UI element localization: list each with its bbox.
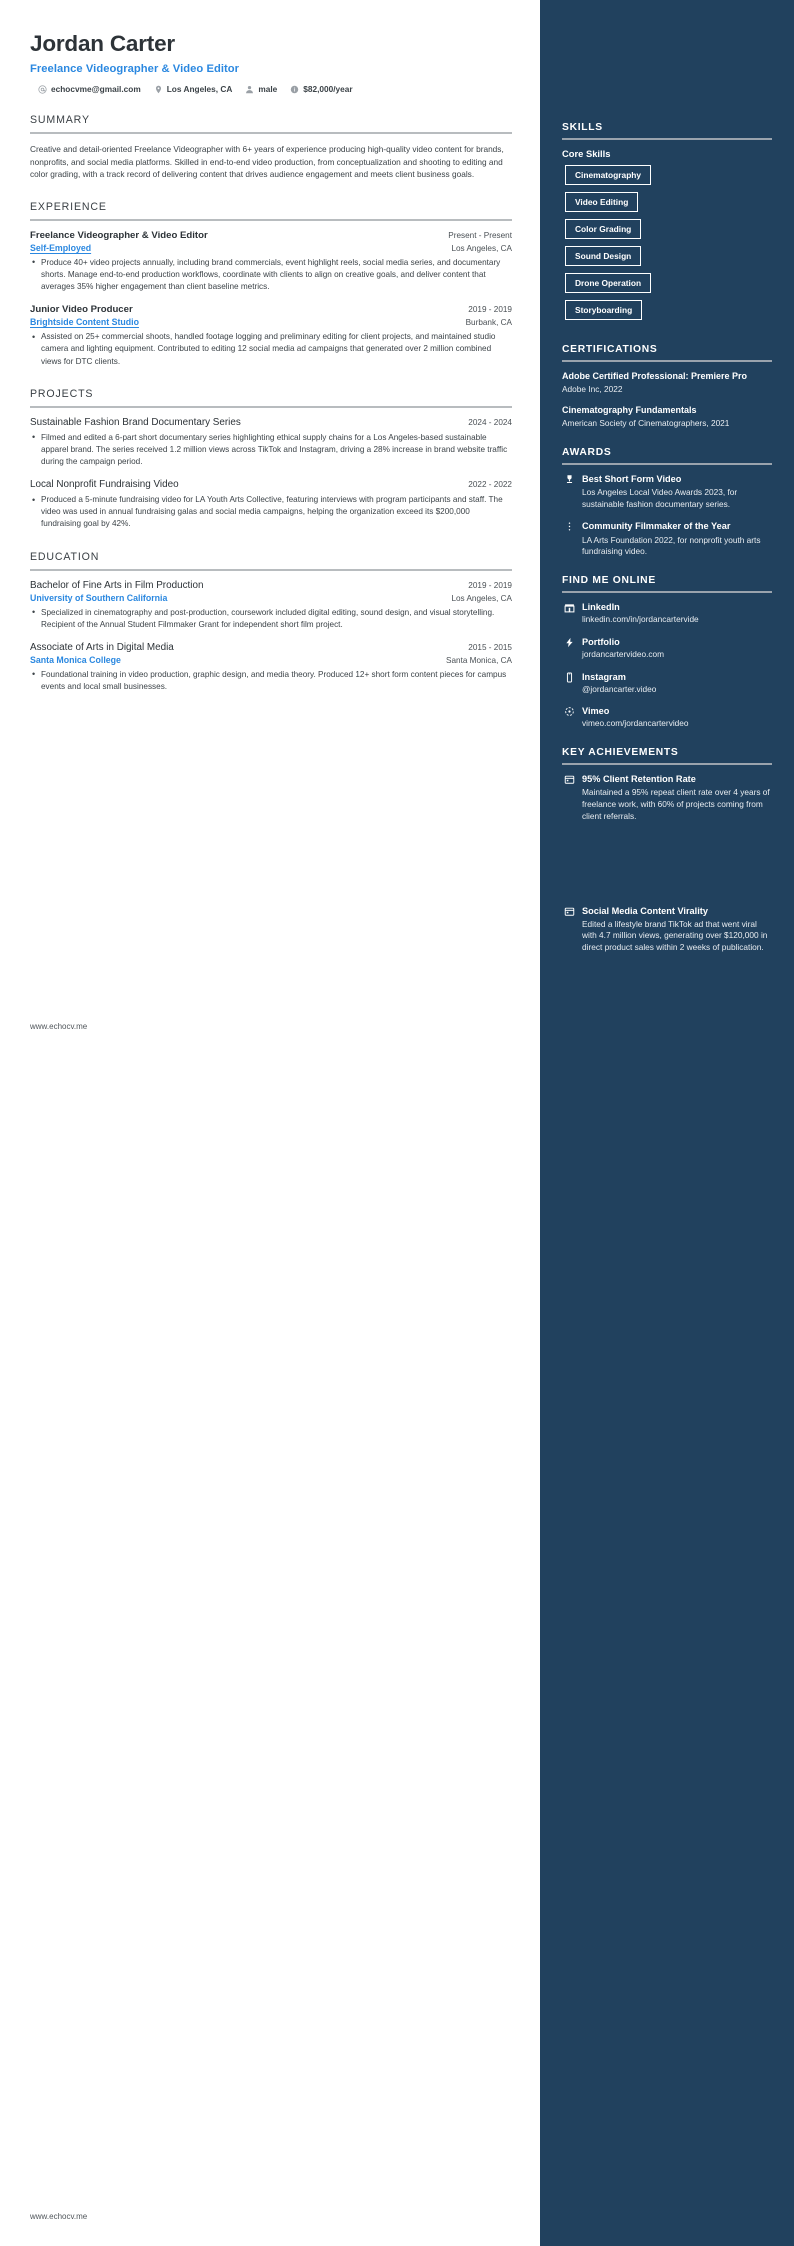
award-name: Best Short Form Video	[582, 473, 682, 484]
divider	[30, 569, 512, 571]
online-name: LinkedIn	[582, 602, 620, 613]
achievement-description: Maintained a 95% repeat client rate over 4 years of freelance work, with 60% of projects coming from client referrals.	[582, 787, 770, 821]
experience-entry	[30, 230, 512, 293]
entry-role: Junior Video Producer	[30, 304, 133, 316]
divider	[562, 763, 772, 765]
certification-name: Adobe Certified Professional: Premiere Pro	[562, 371, 748, 381]
calendar-icon	[562, 905, 577, 954]
list-item: • Produced a 5-minute fundraising video for LA Youth Arts Collective, featuring interviews with program participants and staff. The video was used in annual fundraising galas and social media campaigns, helping the organization exceed its $200,000 fundraising goal by 42%.	[30, 494, 512, 530]
contact-salary-text: $82,000/year	[303, 84, 353, 94]
person-icon	[245, 85, 254, 94]
skill-chip[interactable]: Video Editing	[565, 192, 638, 212]
education-date: 2019 - 2019	[468, 580, 512, 590]
list-item: • Foundational training in video production, graphic design, and media theory. Produced 12+ short form content pieces for campus events and local small businesses.	[30, 669, 512, 693]
project-title: Local Nonprofit Fundraising Video	[30, 479, 179, 491]
achievements-heading: KEY ACHIEVEMENTS	[562, 747, 679, 759]
entry-bullets	[30, 257, 512, 293]
contact-gender-text: male	[258, 84, 278, 94]
sidebar-section-certifications	[562, 344, 772, 430]
footer-url-bottom[interactable]: www.echocv.me	[30, 2212, 88, 2221]
section-experience	[30, 201, 512, 368]
online-link[interactable]: vimeo.com/jordancartervideo	[582, 718, 689, 729]
online-name: Instagram	[582, 671, 626, 682]
divider	[30, 406, 512, 408]
contact-gender	[245, 84, 277, 94]
education-location: Los Angeles, CA	[451, 593, 512, 603]
education-bullets	[30, 607, 512, 631]
salary-icon	[290, 85, 299, 94]
list-item: • Produce 40+ video projects annually, including brand commercials, event highlight reels, social media series, and documentary shorts. Manage end-to-end production workflows, coordinate with clients to align on creative goals, and deliver content that averages 35% higher engagement than client baseline metrics.	[30, 257, 512, 293]
award-name: Community Filmmaker of the Year	[582, 521, 731, 532]
summary-text: Creative and detail-oriented Freelance Videographer with 6+ years of experience producing high-quality video content for brands, nonprofits, and social media platforms. Skilled in end-to-end video production, from conceptualization and shooting to editing and color grading, with a track record of delivering content that drives audience engagement and meets client business goals.	[30, 144, 504, 180]
award-item	[562, 473, 772, 511]
skill-chip[interactable]: Drone Operation	[565, 273, 651, 293]
skill-chip[interactable]: Sound Design	[565, 246, 641, 266]
vimeo-icon	[562, 705, 577, 730]
contact-location	[154, 84, 233, 94]
online-link[interactable]: jordancartervideo.com	[582, 648, 665, 659]
achievement-item	[562, 905, 772, 954]
achievement-description: Edited a lifestyle brand TikTok ad that went viral with 4.7 million views, generating over $120,000 in direct product sales within 2 weeks of publication.	[582, 918, 768, 953]
divider	[30, 219, 512, 221]
location-icon	[154, 85, 163, 94]
entry-date: 2019 - 2019	[468, 305, 512, 315]
list-item: • Assisted on 25+ commercial shoots, handled footage logging and preliminary editing for client projects, and maintained studio camera and lighting equipment. Contributed to editing 12 social media ad campaigns that generated over 2 million combined views for DTC clients.	[30, 331, 512, 367]
list-item: • Specialized in cinematography and post-production, coursework included digital editing, sound design, and visual storytelling. Recipient of the Annual Student Filmmaker Grant for independent short film project.	[30, 607, 512, 631]
certification-meta: American Society of Cinematographers, 2021	[562, 418, 730, 429]
project-date: 2024 - 2024	[468, 417, 512, 427]
online-item-portfolio[interactable]	[562, 636, 772, 661]
entry-organization[interactable]: Self-Employed	[30, 242, 92, 253]
sidebar-section-awards	[562, 447, 772, 558]
project-entry	[30, 417, 512, 468]
trophy-icon	[562, 473, 577, 511]
education-degree: Associate of Arts in Digital Media	[30, 641, 174, 653]
email-icon	[38, 85, 47, 94]
education-date: 2015 - 2015	[468, 642, 512, 652]
online-name: Portfolio	[582, 636, 620, 647]
core-skills-label: Core Skills	[562, 148, 611, 159]
project-title: Sustainable Fashion Brand Documentary Series	[30, 416, 241, 428]
education-degree: Bachelor of Fine Arts in Film Production	[30, 579, 204, 591]
calendar-icon	[562, 773, 577, 822]
contact-location-text: Los Angeles, CA	[166, 84, 233, 94]
achievement-name: 95% Client Retention Rate	[582, 774, 696, 785]
skill-chip[interactable]: Storyboarding	[565, 300, 642, 320]
online-item-vimeo[interactable]	[562, 705, 772, 730]
achievement-item	[562, 773, 772, 822]
linkedin-icon	[562, 601, 577, 626]
entry-date: Present - Present	[448, 230, 512, 240]
certification-item	[562, 370, 772, 395]
portfolio-icon	[562, 636, 577, 661]
sidebar	[540, 0, 794, 2246]
headline: Freelance Videographer & Video Editor	[30, 63, 240, 75]
sidebar-section-online	[562, 575, 772, 730]
education-school[interactable]: University of Southern California	[30, 592, 168, 603]
education-bullets	[30, 669, 512, 693]
online-name: Vimeo	[582, 706, 610, 717]
section-summary	[30, 114, 512, 181]
contact-email-text: echocvme@gmail.com	[51, 84, 141, 94]
divider	[562, 463, 772, 465]
award-description: Los Angeles Local Video Awards 2023, for sustainable fashion documentary series.	[582, 486, 738, 509]
instagram-icon	[562, 671, 577, 696]
project-bullets	[30, 432, 512, 468]
footer-url-top[interactable]: www.echocv.me	[30, 1022, 88, 1031]
online-link[interactable]: @jordancarter.video	[582, 683, 657, 694]
online-item-linkedin[interactable]	[562, 601, 772, 626]
online-heading: FIND ME ONLINE	[562, 575, 656, 587]
project-entry	[30, 479, 512, 530]
entry-role: Freelance Videographer & Video Editor	[30, 229, 208, 241]
divider	[562, 138, 772, 140]
education-school[interactable]: Santa Monica College	[30, 654, 121, 665]
achievement-name: Social Media Content Virality	[582, 905, 708, 916]
achievement-spacer	[562, 833, 772, 905]
awards-heading: AWARDS	[562, 446, 612, 458]
sidebar-section-skills	[562, 122, 772, 327]
summary-heading: SUMMARY	[30, 114, 90, 126]
sidebar-section-achievements	[562, 747, 772, 954]
skill-chip[interactable]: Color Grading	[565, 219, 641, 239]
experience-heading: EXPERIENCE	[30, 200, 107, 213]
experience-entry	[30, 304, 512, 367]
contact-salary	[290, 84, 352, 94]
contact-email	[38, 84, 141, 94]
certifications-heading: CERTIFICATIONS	[562, 344, 658, 355]
project-date: 2022 - 2022	[468, 480, 512, 490]
certification-item	[562, 404, 772, 429]
online-link[interactable]: linkedin.com/in/jordancartervide	[582, 614, 699, 625]
divider	[562, 360, 772, 362]
section-projects	[30, 388, 512, 531]
skills-heading: SKILLS	[562, 122, 603, 133]
skill-chip[interactable]: Cinematography	[565, 165, 651, 185]
entry-location: Los Angeles, CA	[451, 243, 512, 253]
entry-location: Burbank, CA	[465, 318, 512, 328]
education-entry	[30, 642, 512, 693]
divider	[562, 591, 772, 593]
skill-chip-list	[562, 165, 772, 327]
contact-row	[30, 84, 512, 94]
section-education	[30, 551, 512, 694]
education-heading: EDUCATION	[30, 550, 100, 563]
list-item: • Filmed and edited a 6-part short documentary series highlighting ethical supply chains for a Los Angeles-based sustainable apparel brand. The series received 1.2 million views across TikTok and Instagram, driving a 28% increase in brand website traffic during the campaign period.	[30, 432, 512, 468]
entry-organization[interactable]: Brightside Content Studio	[30, 317, 139, 328]
award-item	[562, 520, 772, 558]
award-description: LA Arts Foundation 2022, for nonprofit youth arts fundraising video.	[582, 534, 761, 557]
divider	[30, 132, 512, 134]
online-item-instagram[interactable]	[562, 671, 772, 696]
projects-heading: PROJECTS	[30, 387, 94, 400]
certification-name: Cinematography Fundamentals	[562, 405, 697, 416]
project-bullets	[30, 494, 512, 530]
svg-text:i: i	[294, 87, 296, 94]
education-entry	[30, 580, 512, 631]
certification-meta: Adobe Inc, 2022	[562, 384, 623, 395]
entry-bullets	[30, 331, 512, 367]
education-location: Santa Monica, CA	[446, 655, 512, 665]
page-title: Jordan Carter	[30, 31, 175, 56]
dots-icon	[562, 520, 577, 558]
